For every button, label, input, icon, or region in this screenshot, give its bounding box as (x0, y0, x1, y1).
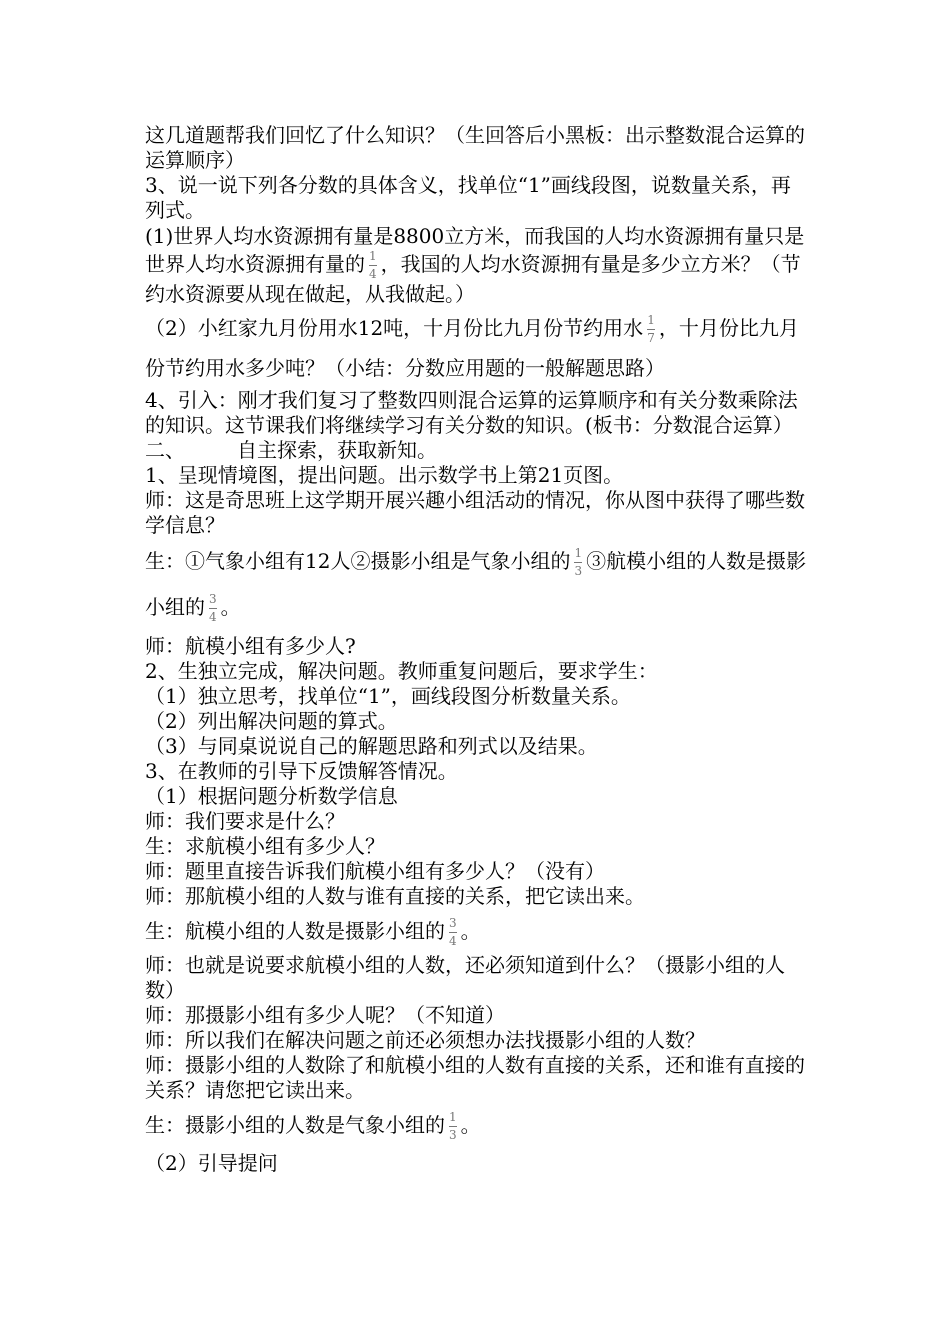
text: (1)世界人均水资源拥有量是8800立方米，而我国的人均水资源拥有量只是世界人均水资源拥有量的 (145, 224, 805, 276)
paragraph (145, 538, 810, 630)
fraction (646, 314, 656, 345)
paragraph (145, 1028, 810, 1053)
fraction-denominator: 3 (449, 1128, 457, 1142)
text: （2）小红家九月份用水12吨，十月份比九月份节约用水 (145, 316, 644, 340)
paragraph (145, 1053, 810, 1103)
fraction (448, 917, 458, 948)
text: 师：航模小组有多少人? (145, 634, 356, 658)
text: 师：那航模小组的人数与谁有直接的关系，把它读出来。 (145, 884, 645, 908)
text: ，我国的人均水资源拥有量是多少立方米？（节约水资源要从现在做起，从我做起。） (145, 252, 801, 306)
paragraph (145, 909, 810, 953)
fraction-numerator: 1 (647, 313, 655, 327)
paragraph (145, 1103, 810, 1147)
text: 师：这是奇思班上这学期开展兴趣小组活动的情况，你从图中获得了哪些数学信息？ (145, 488, 805, 537)
paragraph (145, 1151, 810, 1176)
fraction-bar (647, 329, 655, 330)
section-heading (145, 438, 810, 463)
text: 。 (460, 1113, 481, 1137)
text: 生：航模小组的人数是摄影小组的 (145, 919, 445, 943)
fraction-numerator: 1 (449, 1110, 457, 1124)
paragraph (145, 734, 810, 759)
paragraph (145, 463, 810, 488)
fraction-bar (574, 562, 582, 563)
fraction-numerator: 1 (369, 249, 377, 263)
fraction-bar (449, 1126, 457, 1127)
text: （1）独立思考，找单位“1”，画线段图分析数量关系。 (145, 684, 631, 708)
text: （1）根据问题分析数学信息 (145, 784, 398, 808)
text: 。 (460, 919, 481, 943)
document-body (145, 123, 810, 1176)
text: 二、 (145, 438, 185, 462)
text: 师：所以我们在解决问题之前还必须想办法找摄影小组的人数？ (145, 1028, 705, 1052)
fraction-bar (209, 608, 217, 609)
paragraph (145, 659, 810, 684)
text: 师：那摄影小组有多少人呢？（不知道） (145, 1003, 505, 1027)
fraction-numerator: 3 (209, 592, 217, 606)
fraction-denominator: 3 (574, 564, 583, 578)
paragraph (145, 123, 810, 173)
paragraph (145, 759, 810, 784)
paragraph (145, 859, 810, 884)
text: 自主探索，获取新知。 (237, 438, 437, 462)
paragraph (145, 173, 810, 223)
text: 生：①气象小组有12人②摄影小组是气象小组的 (145, 549, 571, 573)
text: （3）与同桌说说自己的解题思路和列式以及结果。 (145, 734, 598, 758)
text: 。 (220, 595, 241, 619)
paragraph (145, 634, 810, 659)
paragraph (145, 809, 810, 834)
fraction-numerator: 1 (574, 546, 583, 560)
fraction-denominator: 4 (449, 934, 457, 948)
paragraph (145, 684, 810, 709)
paragraph (145, 834, 810, 859)
fraction-bar (449, 932, 457, 933)
text: 4、引入：刚才我们复习了整数四则混合运算的运算顺序和有关分数乘除法的知识。这节课我们将继续学习有关分数的知识。(板书：分数混合运算） (145, 388, 798, 437)
paragraph (145, 388, 810, 438)
fraction (573, 547, 583, 578)
paragraph (145, 884, 810, 909)
fraction-denominator: 4 (369, 267, 377, 281)
text: 师：摄影小组的人数除了和航模小组的人数有直接的关系，还和谁有直接的关系？请您把它读出来。 (145, 1053, 805, 1102)
text: 师：也就是说要求航模小组的人数，还必须知道到什么？（摄影小组的人数） (145, 953, 785, 1002)
text: ③航模小组的人数是摄影小组的 (145, 549, 807, 619)
paragraph (145, 709, 810, 734)
fraction (368, 250, 378, 281)
paragraph (145, 308, 810, 388)
text: 3、说一说下列各分数的具体含义，找单位“1”画线段图，说数量关系，再列式。 (145, 173, 791, 222)
paragraph (145, 784, 810, 809)
text: 2、生独立完成，解决问题。教师重复问题后，要求学生： (145, 659, 658, 683)
text: 师：题里直接告诉我们航模小组有多少人？（没有） (145, 859, 605, 883)
text: 师：我们要求是什么？ (145, 809, 345, 833)
fraction-denominator: 4 (209, 610, 217, 624)
text: 生：求航模小组有多少人？ (145, 834, 385, 858)
text: 3、在教师的引导下反馈解答情况。 (145, 759, 458, 783)
fraction-bar (369, 265, 377, 266)
text: ，十月份比九月份节约用水多少吨？（小结：分数应用题的一般解题思路） (145, 316, 799, 380)
fraction (448, 1111, 458, 1142)
text: 这几道题帮我们回忆了什么知识？（生回答后小黑板：出示整数混合运算的运算顺序） (145, 123, 805, 172)
paragraph (145, 953, 810, 1003)
paragraph (145, 488, 810, 538)
text: 生：摄影小组的人数是气象小组的 (145, 1113, 445, 1137)
paragraph (145, 223, 810, 308)
text: 1、呈现情境图，提出问题。出示数学书上第21页图。 (145, 463, 624, 487)
text: （2）引导提问 (145, 1151, 278, 1175)
paragraph (145, 1003, 810, 1028)
fraction-numerator: 3 (449, 916, 457, 930)
fraction (208, 593, 218, 624)
text: （2）列出解决问题的算式。 (145, 709, 398, 733)
fraction-denominator: 7 (647, 331, 655, 345)
